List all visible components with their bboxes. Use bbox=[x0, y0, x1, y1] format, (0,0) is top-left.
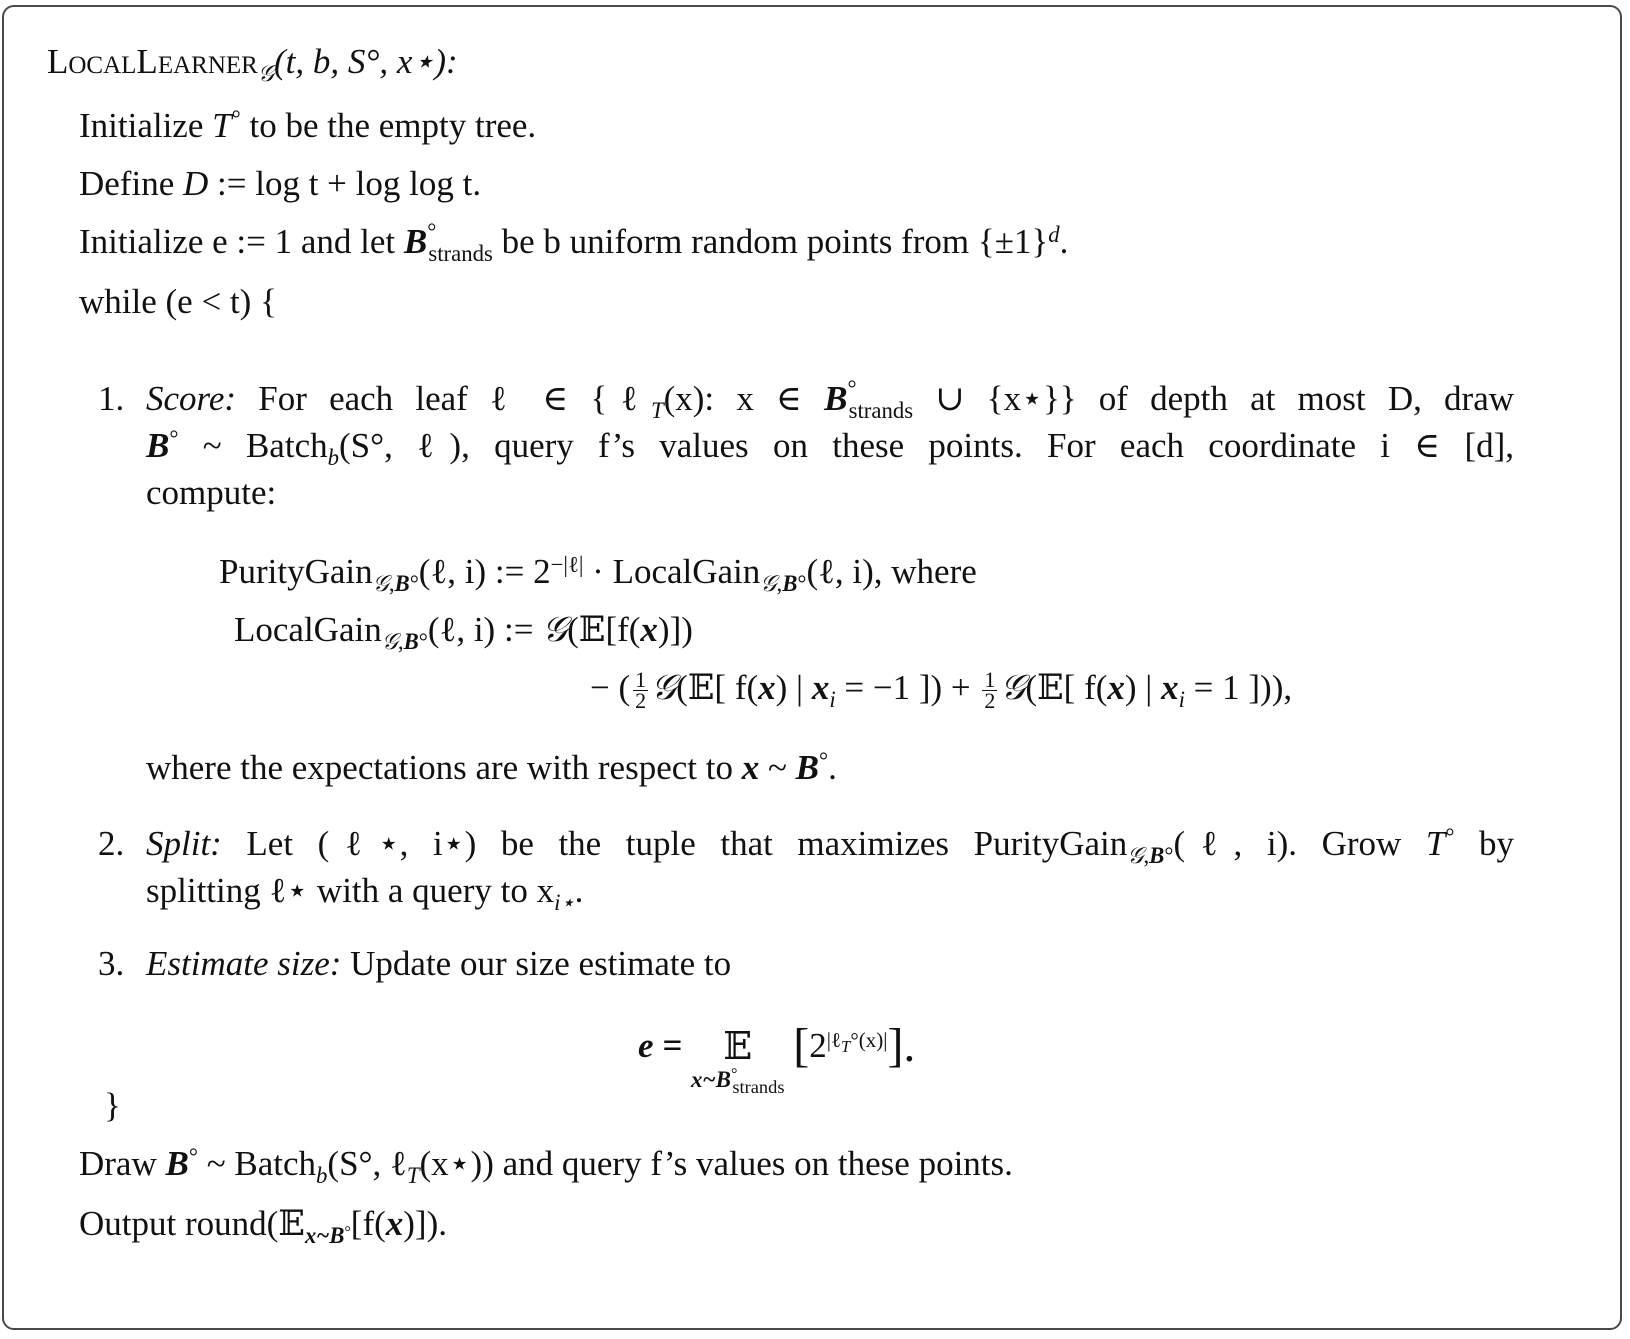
expectation-note: where the expectations are with respect to x ~ B°. bbox=[146, 747, 837, 787]
algorithm-signature: (t, b, S°, x⋆): bbox=[274, 42, 458, 81]
define-depth-line: Define D := log t + log log t. bbox=[79, 164, 482, 203]
step-1-number: 1. bbox=[98, 379, 125, 418]
step-title: Split: bbox=[146, 824, 222, 863]
size-estimate-equation: e = 𝔼 $x\sim B^\circ_{strands}$ $[2^{|\ell_T^\circ(x)|}]$. bbox=[638, 1019, 916, 1098]
init-tree-line: Initialize T° to be the empty tree. bbox=[79, 105, 537, 145]
step-3-estimate: Estimate size: Update our size estimate to bbox=[146, 944, 732, 983]
step-title: Estimate size: bbox=[146, 944, 342, 983]
step-2-number: 2. bbox=[98, 824, 125, 863]
init-estimate-line: Initialize e := 1 and let $B^\circ_{strands}$ be b uniform random points from $\{\pm 1\}^d$. bbox=[79, 219, 1069, 266]
step-2-split: Split: Let (ℓ⋆, i⋆) be the tuple that maximizes PurityGain$_{𝒢,B^\circ}$(ℓ, i). Grow T° by splitting ℓ⋆ with a query to $x_{i⋆}$. bbox=[146, 823, 1515, 915]
output-line: Output round(𝔼$_{x\sim B^\circ}$[f(x)]). bbox=[79, 1204, 447, 1248]
local-gain-equation: LocalGain$_{𝒢,B^\circ}$(ℓ, i) := 𝒢(𝔼[f(x)]) bbox=[234, 610, 693, 655]
algorithm-name: LocalLearner bbox=[47, 42, 258, 81]
draw-batch-line: Draw B° ~ Batch$_b$(S°, ℓ$_T$(x⋆)) and query f’s values on these points. bbox=[79, 1143, 1013, 1188]
purity-gain-equation: PurityGain$_{𝒢,B^\circ}$(ℓ, i) := $2^{-|\ell|}$ · LocalGain$_{𝒢,B^\circ}$(ℓ, i), where bbox=[219, 551, 977, 597]
step-3-number: 3. bbox=[98, 944, 125, 983]
algorithm-title: LocalLearner$_𝒢$(t, b, S°, x⋆): bbox=[47, 42, 458, 87]
step-title: Score: bbox=[146, 379, 237, 418]
step-1-score: Score: For each leaf ℓ ∈ {ℓ$_T$(x): x ∈ $B^\circ_{strands}$ ∪ {x⋆}} of depth at most D, draw B° ~ Batch$_b$(S°, ℓ), query f’s values on these points. For each coordinate i ∈ [d], compute: bbox=[146, 376, 1515, 512]
while-loop-close: } bbox=[104, 1086, 121, 1125]
while-loop-header: while (e < t) { bbox=[79, 282, 277, 321]
local-gain-equation-continued: − ( $\frac{1}{2}$ 𝒢(𝔼[ f(x) | $x_i = -1$ ]) + $\frac{1}{2}$ 𝒢(𝔼[ f(x) | $x_i = 1$ ])), bbox=[590, 667, 1293, 714]
